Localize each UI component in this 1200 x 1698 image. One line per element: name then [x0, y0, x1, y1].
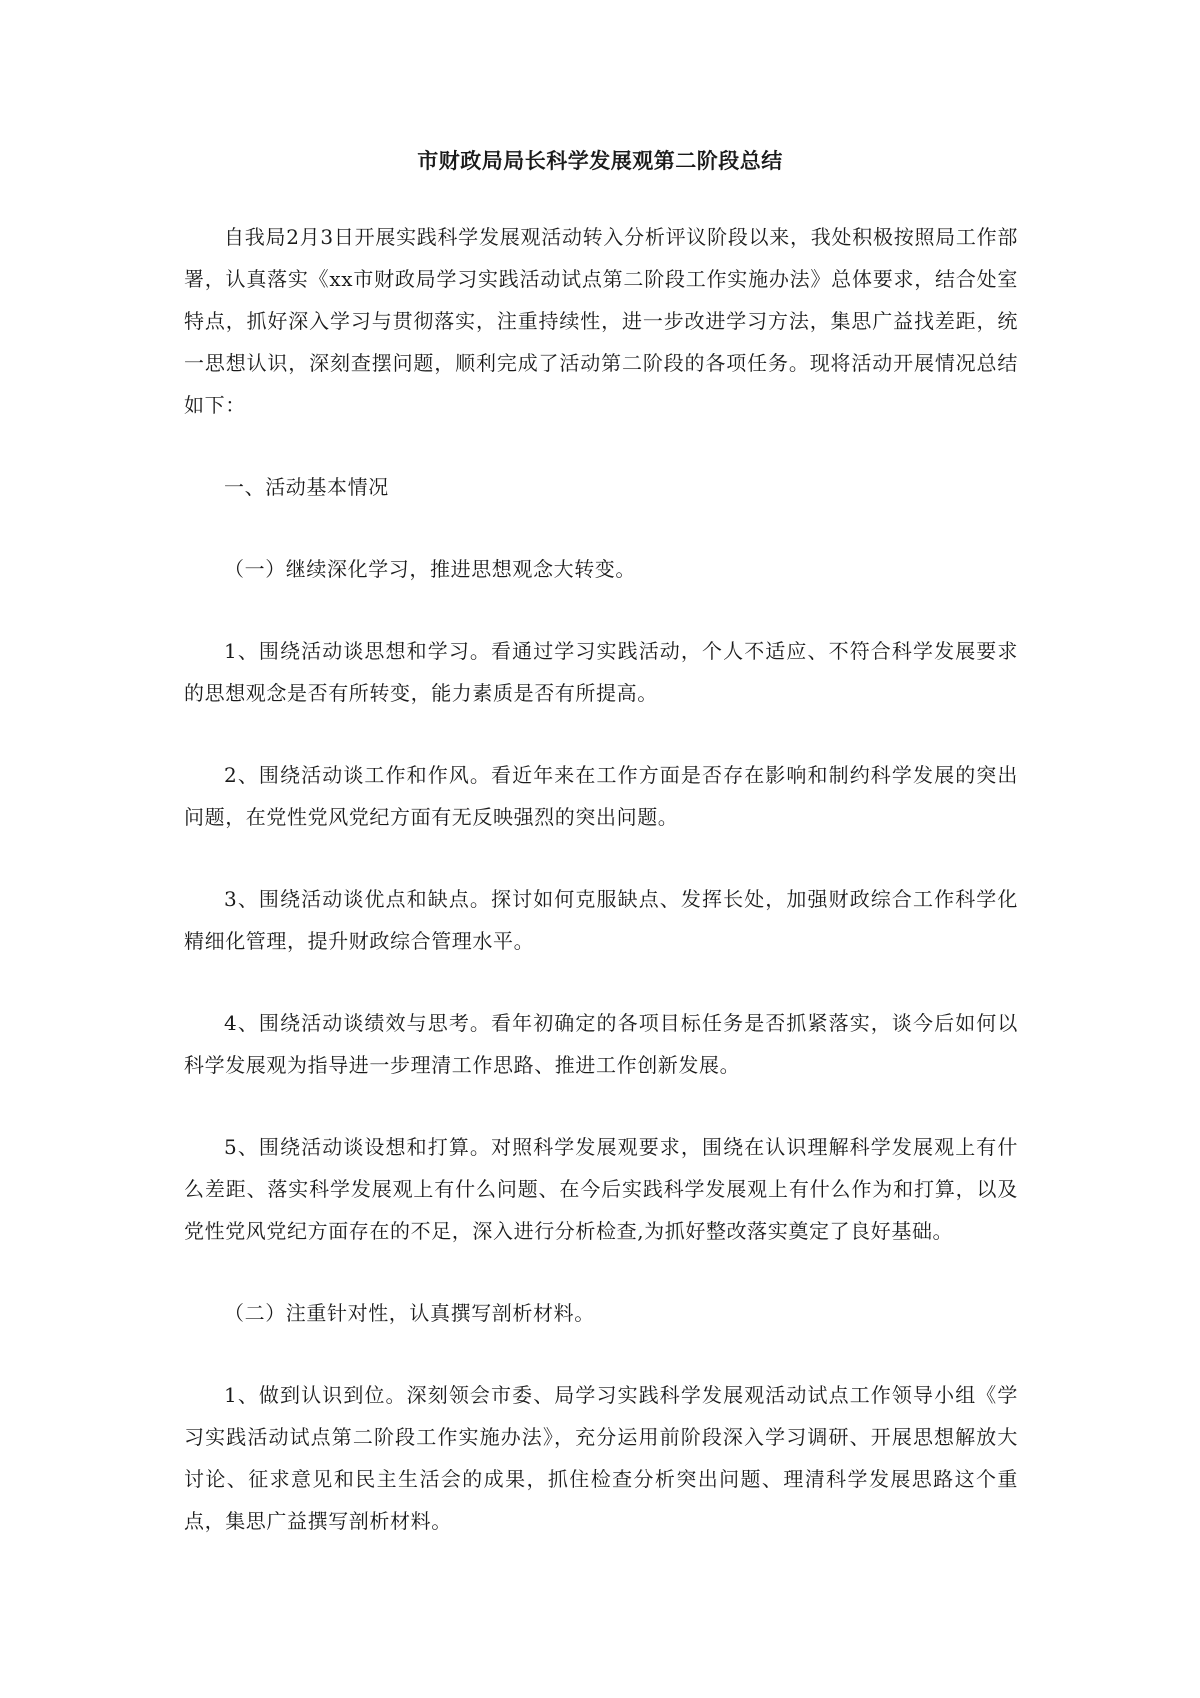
subsection-heading-1: （一）继续深化学习，推进思想观念大转变。 [224, 557, 636, 581]
document-title: 市财政局局长科学发展观第二阶段总结 [417, 148, 783, 173]
section-heading-1: 一、活动基本情况 [224, 475, 389, 499]
subsection-heading-2: （二）注重针对性，认真撰写剖析材料。 [224, 1301, 595, 1325]
list-item-4: 4、围绕活动谈绩效与思考。看年初确定的各项目标任务是否抓紧落实，谈今后如何以科学发展观为指导进一步理清工作思路、推进工作创新发展。 [184, 1011, 1018, 1077]
document-body [184, 216, 1018, 1542]
intro-paragraph: 自我局2月3日开展实践科学发展观活动转入分析评议阶段以来，我处积极按照局工作部署，认真落实《xx市财政局学习实践活动试点第二阶段工作实施办法》总体要求，结合处室特点，抓好深入学习与贯彻落实，注重持续性，进一步改进学习方法，集思广益找差距，统一思想认识，深刻查摆问题，顺利完成了活动第二阶段的各项任务。现将活动开展情况总结如下： [184, 225, 1018, 417]
list-item-5: 5、围绕活动谈设想和打算。对照科学发展观要求，围绕在认识理解科学发展观上有什么差距、落实科学发展观上有什么问题、在今后实践科学发展观上有什么作为和打算，以及党性党风党纪方面存在的不足，深入进行分析检查,为抓好整改落实奠定了良好基础。 [184, 1135, 1018, 1243]
list-item-1: 1、围绕活动谈思想和学习。看通过学习实践活动，个人不适应、不符合科学发展要求的思想观念是否有所转变，能力素质是否有所提高。 [184, 639, 1018, 705]
list-item-6: 1、做到认识到位。深刻领会市委、局学习实践科学发展观活动试点工作领导小组《学习实践活动试点第二阶段工作实施办法》，充分运用前阶段深入学习调研、开展思想解放大讨论、征求意见和民主生活会的成果，抓住检查分析突出问题、理清科学发展思路这个重点，集思广益撰写剖析材料。 [184, 1383, 1018, 1533]
list-item-3: 3、围绕活动谈优点和缺点。探讨如何克服缺点、发挥长处，加强财政综合工作科学化精细化管理，提升财政综合管理水平。 [184, 887, 1018, 953]
list-item-2: 2、围绕活动谈工作和作风。看近年来在工作方面是否存在影响和制约科学发展的突出问题，在党性党风党纪方面有无反映强烈的突出问题。 [184, 763, 1018, 829]
